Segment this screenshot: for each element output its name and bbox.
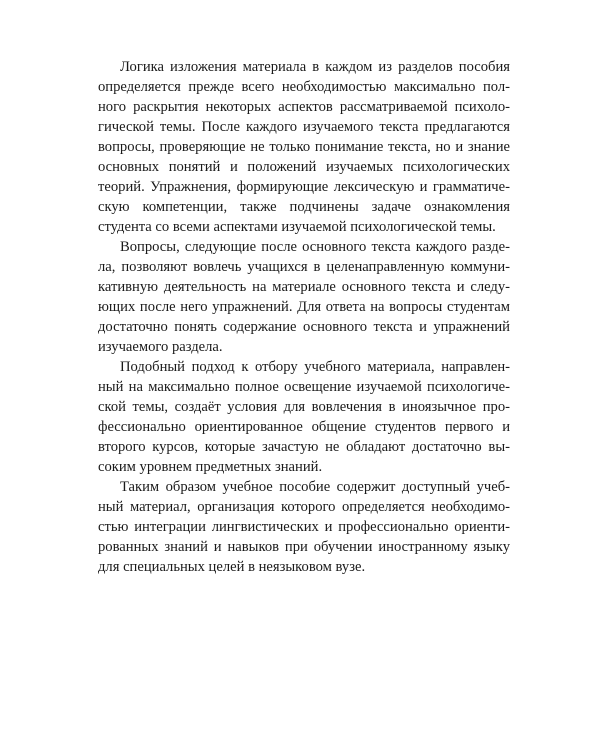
text-line: Вопросы, следующие после основного текста каждого разде-	[120, 239, 510, 255]
text-line: изучаемого раздела.	[98, 339, 223, 355]
text-line: определяется прежде всего необходимостью максимально пол-	[98, 79, 510, 95]
text-line: ла, позволяют вовлечь учащихся в целенаправленную коммуни-	[98, 259, 510, 275]
text-line: Таким образом учебное пособие содержит доступный учеб-	[120, 479, 510, 495]
text-line: гической темы. После каждого изучаемого текста предлагаются	[98, 119, 510, 135]
text-line: кативную деятельность на материале основного текста и следу-	[98, 279, 510, 295]
paragraph-4	[98, 477, 510, 577]
text-line: достаточно понять содержание основного текста и упражнений	[98, 319, 510, 335]
text-line: рованных знаний и навыков при обучении иностранному языку	[98, 539, 510, 555]
paragraph-1	[98, 57, 510, 237]
text-line: ного раскрытия некоторых аспектов рассматриваемой психоло-	[98, 99, 510, 115]
text-line: ный материал, организация которого определяется необходимо-	[98, 499, 510, 515]
text-line: Логика изложения материала в каждом из разделов пособия	[120, 59, 510, 75]
text-line: студента со всеми аспектами изучаемой психологической темы.	[98, 219, 496, 235]
text-line: для специальных целей в неязыковом вузе.	[98, 559, 366, 575]
text-line: вопросы, проверяющие не только понимание текста, но и знание	[98, 139, 510, 155]
text-line: ный на максимально полное освещение изучаемой психологиче-	[98, 379, 510, 395]
paragraph-3	[98, 357, 510, 477]
text-line: скую компетенции, также подчинены задаче ознакомления	[98, 199, 510, 215]
text-line: Подобный подход к отбору учебного материала, направлен-	[120, 359, 510, 375]
text-line: ющих после него упражнений. Для ответа на вопросы студентам	[98, 299, 510, 315]
text-line: теорий. Упражнения, формирующие лексическую и грамматиче-	[98, 179, 510, 195]
text-line: стью интеграции лингвистических и профессионально ориенти-	[98, 519, 510, 535]
text-line: второго курсов, которые зачастую не обладают достаточно вы-	[98, 439, 510, 455]
paragraph-2	[98, 237, 510, 357]
text-line: соким уровнем предметных знаний.	[98, 459, 323, 475]
text-line: ской темы, создаёт условия для вовлечения в иноязычное про-	[98, 399, 510, 415]
text-line: основных понятий и положений изучаемых психологических	[98, 159, 510, 175]
body-text	[98, 57, 510, 577]
text-line: фессионально ориентированное общение студентов первого и	[98, 419, 510, 435]
